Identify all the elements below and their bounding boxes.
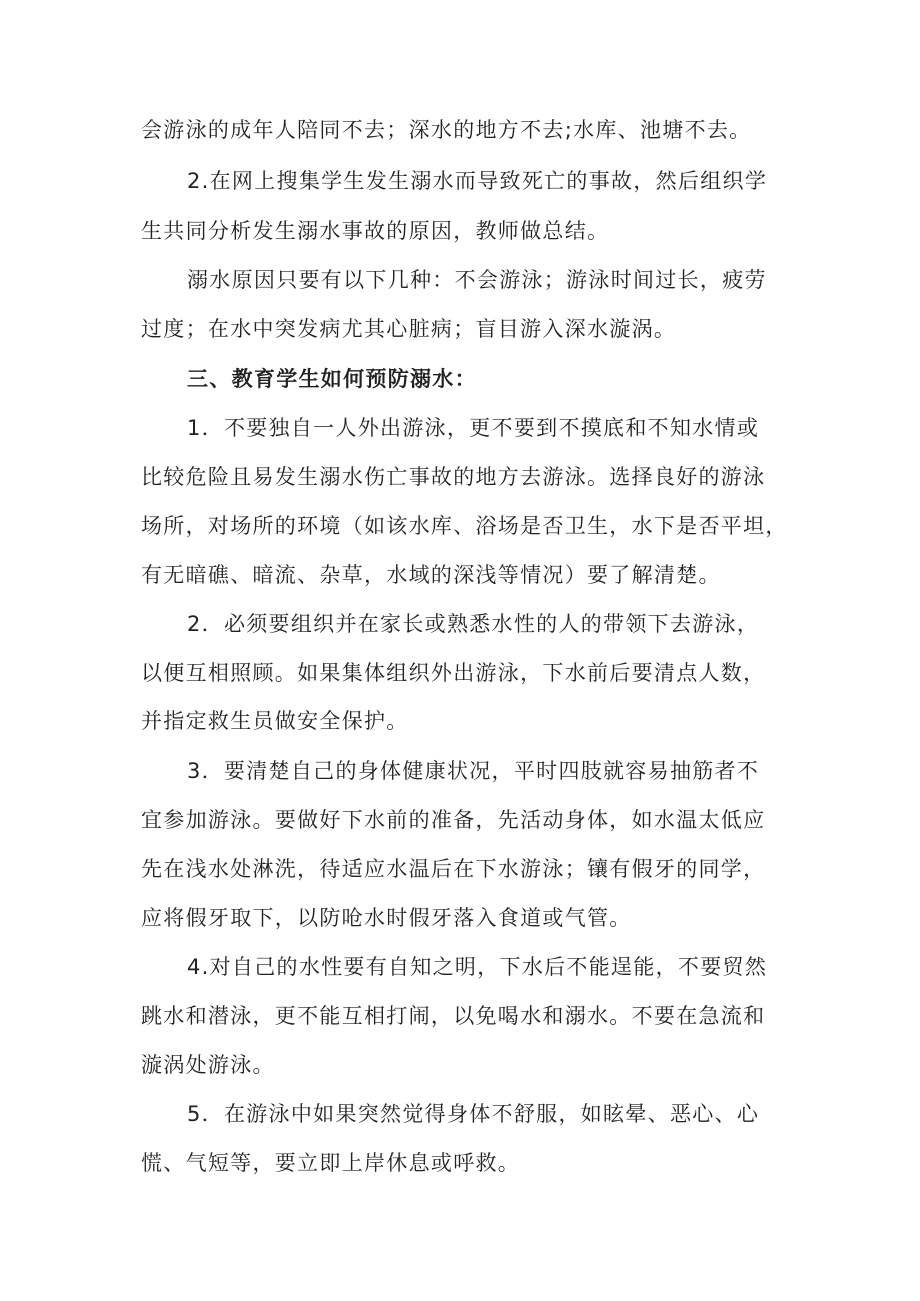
text-line-14: 3．要清楚自己的身体健康状况，平时四肢就容易抽筋者不 [187, 759, 760, 783]
text-line-11: 2．必须要组织并在家长或熟悉水性的人的带领下去游泳， [187, 612, 760, 636]
text-line-7: 1．不要独自一人外出游泳，更不要到不摸底和不知水情或 [187, 416, 760, 440]
text-line-19: 跳水和潜泳，更不能互相打闹，以免喝水和溺水。不要在急流和 [141, 1004, 766, 1028]
text-line-20: 漩涡处游泳。 [141, 1053, 275, 1077]
text-line-9: 场所，对场所的环境（如该水库、浴场是否卫生，水下是否平坦， [141, 514, 788, 538]
text-line-1: 会游泳的成年人陪同不去；深水的地方不去;水库、池塘不去。 [141, 118, 752, 142]
text-line-16: 先在浅水处淋洗，待适应水温后在下水游泳；镶有假牙的同学， [141, 857, 766, 881]
text-line-3: 生共同分析发生溺水事故的原因，教师做总结。 [141, 219, 610, 243]
text-line-21: 5．在游泳中如果突然觉得身体不舒服，如眩晕、恶心、心 [187, 1102, 760, 1126]
text-line-18: 4.对自己的水性要有自知之明，下水后不能逞能，不要贸然 [187, 955, 768, 979]
text-line-17: 应将假牙取下，以防呛水时假牙落入食道或气管。 [141, 906, 632, 930]
section-heading: 三、教育学生如何预防溺水： [187, 367, 477, 391]
text-line-8: 比较危险且易发生溺水伤亡事故的地方去游泳。选择良好的游泳 [141, 465, 766, 489]
text-line-10: 有无暗礁、暗流、杂草，水域的深浅等情况）要了解清楚。 [141, 563, 721, 587]
text-line-4: 溺水原因只要有以下几种：不会游泳；游泳时间过长，疲劳 [187, 268, 767, 292]
text-line-2: 2.在网上搜集学生发生溺水而导致死亡的事故，然后组织学 [187, 169, 768, 193]
text-line-13: 并指定救生员做安全保护。 [141, 709, 409, 733]
text-line-12: 以便互相照顾。如果集体组织外出游泳，下水前后要清点人数， [141, 661, 766, 685]
text-line-15: 宜参加游泳。要做好下水前的准备，先活动身体，如水温太低应 [141, 808, 766, 832]
text-line-5: 过度；在水中突发病尤其心脏病；盲目游入深水漩涡。 [141, 317, 677, 341]
text-line-22: 慌、气短等，要立即上岸休息或呼救。 [141, 1151, 521, 1175]
